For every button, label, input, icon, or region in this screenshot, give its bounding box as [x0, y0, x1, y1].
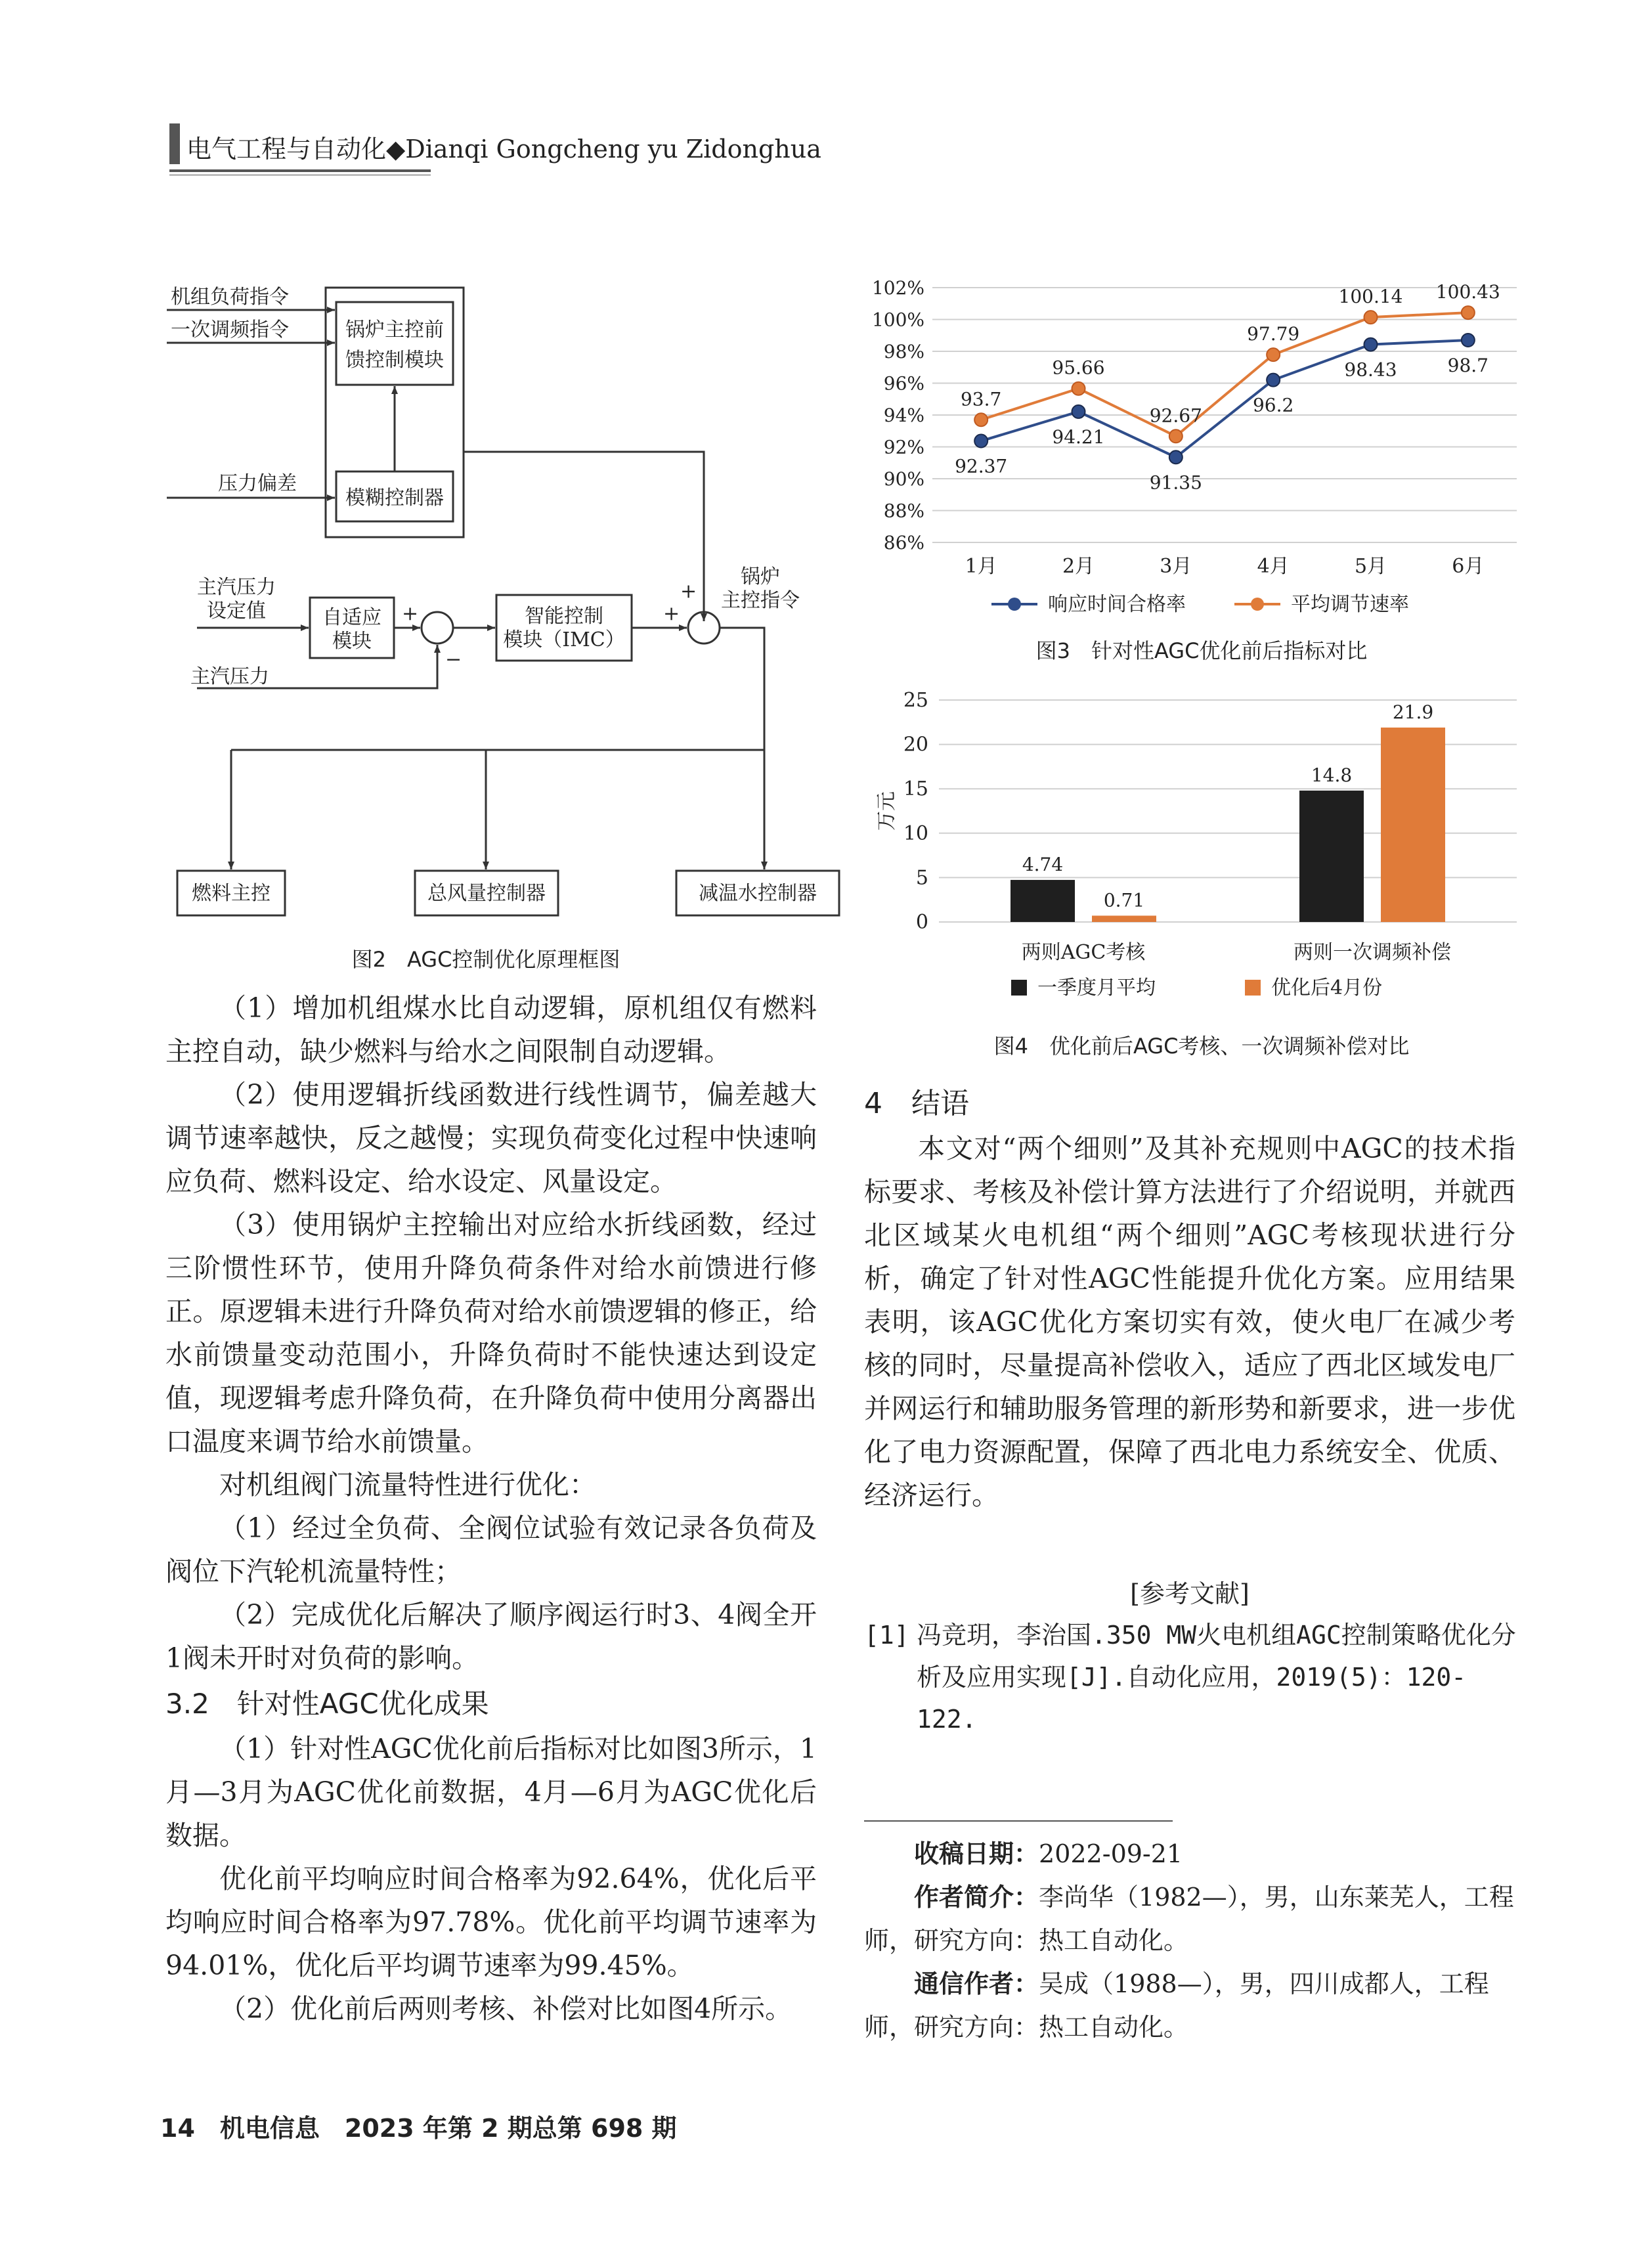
y-tick-label: 15 — [903, 778, 928, 801]
left-column-text — [165, 986, 817, 1680]
x-tick-label: 4月 — [1257, 555, 1290, 578]
y-tick-label: 86% — [883, 532, 924, 554]
paragraph: （3）使用锅炉主控输出对应给水折线函数，经过三阶惯性环节，使用升降负荷条件对给水前馈进行修正。原逻辑未进行升降负荷对给水前馈逻辑的修正，给水前馈量变动范围小，升降负荷时不能快速达到设定值，现逻辑考虑升降负荷，在升降负荷中使用分离器出口温度来调节给水前馈量。 — [165, 1209, 817, 1457]
imc-label-1: 智能控制 — [525, 605, 603, 628]
pressure-setpoint-label-2: 设定值 — [207, 600, 266, 623]
sum2-plus-left: + — [663, 602, 680, 625]
boiler-cmd-label-1: 锅炉 — [741, 565, 780, 588]
adaptive-label-2: 模块 — [332, 630, 372, 653]
received-label: 收稿日期： — [914, 1839, 1039, 1868]
journal-header: 电气工程与自动化◆Dianqi Gongcheng yu Zidonghua — [186, 135, 821, 164]
y-tick-label: 100% — [871, 309, 924, 331]
fuel-label: 燃料主控 — [192, 882, 271, 905]
figure3-caption: 图3 针对性AGC优化前后指标对比 — [1035, 638, 1368, 663]
y-tick-label: 20 — [903, 733, 928, 756]
figure3-line-chart — [854, 269, 1550, 624]
data-label: 98.7 — [1447, 355, 1489, 377]
references-title: [参考文献] — [1130, 1579, 1250, 1608]
conclusion-text — [864, 1127, 1515, 1517]
y-tick-label: 102% — [871, 277, 924, 299]
section-4-heading: 4 结语 — [864, 1087, 969, 1120]
y-tick-label: 92% — [883, 436, 924, 458]
left-column-text-2 — [165, 1727, 817, 2030]
data-label: 92.67 — [1149, 405, 1202, 427]
input-pressure-dev: 压力偏差 — [218, 472, 297, 495]
article-info — [864, 1832, 1521, 2049]
data-point — [1072, 382, 1085, 395]
boiler-ff-label-1: 锅炉主控前 — [345, 318, 444, 341]
pressure-setpoint-label-1: 主汽压力 — [197, 576, 276, 599]
pressure-label: 主汽压力 — [190, 665, 269, 688]
legend-swatch — [1011, 980, 1027, 996]
data-label: 100.14 — [1338, 286, 1403, 308]
y-tick-label: 10 — [903, 822, 928, 845]
fuzzy-label: 模糊控制器 — [345, 487, 444, 510]
data-label: 93.7 — [960, 388, 1002, 410]
bar — [1381, 728, 1445, 922]
data-label: 100.43 — [1435, 281, 1500, 303]
data-point — [1364, 338, 1378, 351]
data-point — [1072, 405, 1085, 418]
x-tick-label: 1月 — [965, 555, 997, 578]
legend-marker — [1251, 598, 1264, 611]
y-tick-label: 25 — [903, 689, 928, 712]
y-axis-label: 万元 — [875, 791, 898, 831]
bar — [1092, 915, 1156, 922]
data-label: 4.74 — [1022, 853, 1064, 875]
paragraph: 对机组阀门流量特性进行优化： — [219, 1469, 596, 1501]
input-load-cmd: 机组负荷指令 — [171, 286, 289, 309]
y-tick-label: 94% — [883, 405, 924, 426]
legend-label: 优化后4月份 — [1271, 976, 1383, 999]
section-3-2-heading: 3.2 针对性AGC优化成果 — [165, 1688, 489, 1720]
adaptive-label-1: 自适应 — [322, 606, 381, 629]
data-label: 94.21 — [1052, 426, 1105, 448]
corr-label: 通信作者： — [914, 1969, 1039, 1998]
desuper-label: 减温水控制器 — [699, 882, 817, 905]
y-tick-label: 98% — [883, 341, 924, 362]
paragraph: 本文对“两个细则”及其补充规则中AGC的技术指标要求、考核及补偿计算方法进行了介绍说明，并就西北区域某火电机组“两个细则”AGC考核现状进行分析，确定了针对性AGC性能提升优化方案。应用结果表明，该AGC优化方案切实有效，使火电厂在减少考核的同时，尽量提高补偿收入，适应了西北区域发电厂并网运行和辅助服务管理的新形势和新要求，进一步优化了电力资源配置，保障了西北电力系统安全、优质、经济运行。 — [864, 1133, 1515, 1511]
paragraph: （1）经过全负荷、全阀位试验有效记录各负荷及阀位下汽轮机流量特性； — [165, 1512, 817, 1587]
sum1-minus: − — [445, 648, 462, 671]
air-label: 总风量控制器 — [427, 882, 546, 905]
data-point — [1462, 334, 1475, 347]
y-tick-label: 0 — [915, 911, 928, 934]
paragraph: （2）完成优化后解决了顺序阀运行时3、4阀全开1阀未开时对负荷的影响。 — [165, 1599, 817, 1674]
sum2-plus-top: + — [680, 580, 697, 603]
data-label: 0.71 — [1103, 889, 1145, 911]
footnote-rule — [864, 1820, 1173, 1822]
boiler-cmd-label-2: 主控指令 — [721, 589, 800, 612]
boiler-ff-label-2: 馈控制模块 — [345, 349, 444, 372]
boiler-ff-block — [336, 302, 453, 385]
data-point — [974, 413, 988, 426]
data-label: 21.9 — [1392, 701, 1434, 723]
data-label: 95.66 — [1052, 357, 1105, 379]
data-point — [1267, 374, 1280, 387]
sum1-plus: + — [402, 602, 419, 625]
paragraph: 优化前平均响应时间合格率为92.64%，优化后平均响应时间合格率为97.78%。优化前平均调节速率为94.01%，优化后平均调节速率为99.45%。 — [165, 1863, 817, 1981]
x-tick-label: 5月 — [1354, 555, 1387, 578]
x-tick-label: 3月 — [1160, 555, 1192, 578]
data-label: 91.35 — [1149, 471, 1202, 494]
data-label: 92.37 — [955, 455, 1008, 477]
data-label: 14.8 — [1311, 764, 1353, 786]
paragraph: （2）优化前后两则考核、补偿对比如图4所示。 — [219, 1993, 793, 2025]
data-point — [1169, 429, 1183, 443]
y-tick-label: 90% — [883, 468, 924, 490]
paragraph: （2）使用逻辑折线函数进行线性调节，偏差越大调节速率越快，反之越慢；实现负荷变化过程中快速响应负荷、燃料设定、给水设定、风量设定。 — [165, 1079, 817, 1197]
reference-text: 冯竞玥，李治国.350 MW火电机组AGC控制策略优化分析及应用实现[J].自动化应用，2019(5)：120-122. — [917, 1621, 1516, 1734]
author-label: 作者简介： — [914, 1883, 1039, 1912]
header-rule — [169, 169, 431, 172]
figure4-caption: 图4 优化前后AGC考核、一次调频补偿对比 — [993, 1034, 1410, 1059]
reference-item — [864, 1614, 1521, 1740]
paragraph: （1）针对性AGC优化前后指标对比如图3所示，1月—3月为AGC优化前数据，4月—6月为AGC优化后数据。 — [165, 1733, 817, 1851]
x-tick-label: 两则AGC考核 — [1021, 941, 1146, 964]
received-date: 2022-09-21 — [1039, 1839, 1183, 1868]
input-freq-cmd: 一次调频指令 — [171, 318, 289, 341]
reference-number: [1] — [864, 1621, 909, 1650]
bar — [1299, 791, 1364, 922]
header-bar — [169, 123, 180, 164]
x-tick-label: 两则一次调频补偿 — [1293, 941, 1451, 964]
legend-label: 一季度月平均 — [1037, 976, 1156, 999]
legend-label: 响应时间合格率 — [1048, 593, 1186, 616]
bar — [1011, 880, 1075, 922]
data-point — [1267, 348, 1280, 361]
y-tick-label: 88% — [883, 500, 924, 522]
imc-label-2: 模块（IMC） — [503, 628, 625, 651]
legend-marker — [1008, 598, 1021, 611]
paragraph: （1）增加机组煤水比自动逻辑，原机组仅有燃料主控自动，缺少燃料与给水之间限制自动逻辑。 — [165, 992, 817, 1067]
x-tick-label: 6月 — [1452, 555, 1485, 578]
data-label: 97.79 — [1247, 323, 1300, 345]
page-footer: 14 机电信息 2023 年第 2 期总第 698 期 — [160, 2114, 677, 2143]
x-tick-label: 2月 — [1062, 555, 1095, 578]
corr-info: 吴成（1988—），男，四川成都人，工程师，研究方向：热工自动化。 — [864, 1969, 1489, 2042]
data-point — [1462, 306, 1475, 319]
y-tick-label: 96% — [883, 372, 924, 395]
author-info: 李尚华（1982—），男，山东莱芜人，工程师，研究方向：热工自动化。 — [864, 1883, 1514, 1955]
summing-junction-1 — [422, 612, 453, 644]
figure2-block-diagram — [158, 276, 854, 932]
legend-label: 平均调节速率 — [1291, 593, 1409, 616]
data-point — [974, 435, 988, 448]
legend-swatch — [1245, 980, 1261, 996]
figure4-bar-chart — [854, 683, 1550, 1024]
data-point — [1364, 311, 1378, 324]
figure2-caption: 图2 AGC控制优化原理框图 — [351, 947, 620, 972]
data-label: 98.43 — [1344, 359, 1397, 381]
y-tick-label: 5 — [915, 866, 928, 890]
data-label: 96.2 — [1252, 394, 1294, 416]
data-point — [1169, 450, 1183, 464]
